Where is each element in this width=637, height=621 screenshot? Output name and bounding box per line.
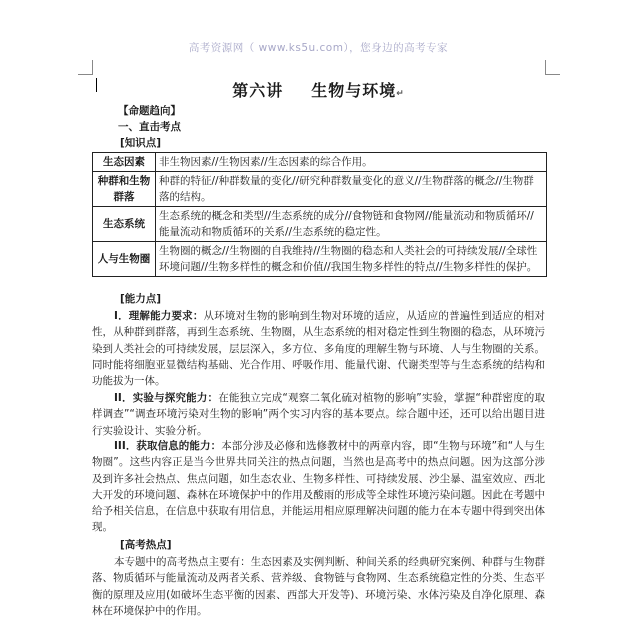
title-part-2: 生物与环境 (311, 81, 397, 100)
ability-text: 从环境对生物的影响到生物对环境的适应，从适应的普遍性到适应的相对性，从种群到群落，再到生态系统、生物圈，从生态系统的相对稳定性到生物圈的稳态，从环境污染到人类社会的可持续发展，层层深入，多方位、多角度的理解生物与环境、人与生物圈的关系。同时能将细胞亚显微结构基础、光合作用、呼吸作用、能量代谢、代谢类型等与生态系统的结构和功能拔为一体。 (92, 310, 545, 388)
hot-points-paragraph (92, 554, 545, 619)
table-row (93, 153, 547, 172)
ability-paragraph-1 (92, 308, 545, 389)
ability-paragraph-2 (92, 390, 545, 439)
ability-label: I．理解能力要求： (114, 310, 204, 322)
margin-corner-mark (545, 60, 560, 75)
table-row (93, 242, 547, 277)
hot-points-heading: [高考热点] (120, 539, 172, 551)
table-row-body: 生态系统的概念和类型//生态系统的成分//食物链和食物网//能量流动和物质循环//能量流动和物质循环的关系//生态系统的稳定性。 (156, 207, 547, 242)
table-row (93, 172, 547, 207)
table-row-body: 生物圈的概念//生物圈的自我维持//生物圈的稳态和人类社会的可持续发展//全球性环境问题//生物多样性的概念和价值//我国生物多样性的特点//生物多样性的保护。 (156, 242, 547, 277)
table-row-body: 种群的特征//种群数量的变化//研究种群数量变化的意义//生物群落的概念//生物群落的结构。 (156, 172, 547, 207)
ability-text: 本部分涉及必修和选修教材中的两章内容，即“生物与环境”和“人与生物圈”。这些内容正是当今世界共同关注的热点问题，当然也是高考中的热点问题。因为这部分涉及到许多社会热点、焦点问题，如生态农业、生物多样性、可持续发展、沙尘暴、温室效应、西北大开发的环境问题、森林在环境保护中的作用及酸雨的形成等全球性环境污染问题。因此在考题中给予相关信息，在信息中获取有用信息，并能运用相应原理解决问题的能力在本专题中得到突出体现。 (92, 440, 545, 534)
watermark-header: 高考资源网（ www.ks5u.com），您身边的高考专家 (188, 42, 449, 54)
ability-paragraph-3 (92, 438, 545, 536)
table-row (93, 207, 547, 242)
ability-text: 在能独立完成“观察二氧化硫对植物的影响”实验，掌握“种群密度的取样调查”“调查环境污染对生物的影响”两个实习内容的基本要点。综合题中还，还可以给出题目进行实验设计、实验分析。 (92, 392, 545, 437)
page-title: 第六讲 生物与环境↵ (232, 81, 405, 100)
title-part-1: 第六讲 (232, 81, 284, 100)
table-row-head: 人与生物圈 (93, 242, 156, 277)
ability-heading: [能力点] (120, 293, 162, 305)
table-row-head: 种群和生物群落 (93, 172, 156, 207)
knowledge-table (92, 152, 547, 277)
knowledge-heading: [知识点] (120, 137, 162, 149)
exam-points-heading: 一、直击考点 (118, 121, 181, 133)
page-right-margin (616, 0, 637, 621)
table-row-body: 非生物因素//生物因素//生态因素的综合作用。 (156, 153, 547, 172)
ability-label: III．获取信息的能力： (114, 440, 222, 452)
proposition-heading: 【命题趋向】 (118, 105, 181, 117)
table-row-head: 生态因素 (93, 153, 156, 172)
hot-points-text: 本专题中的高考热点主要有：生态因素及实例判断、种间关系的经典研究案例、种群与生物群落、物质循环与能量流动及两者关系、营养级、食物链与食物网、生态系统稳定性的分类、生态平衡的原理及应用(如破坏生态平衡的因素、西部大开发等)、环境污染、水体污染及自净化原理、森林在环境保护中的作用。 (92, 556, 545, 617)
margin-corner-mark (78, 60, 93, 75)
table-row-head: 生态系统 (93, 207, 156, 242)
ability-label: II．实验与探究能力： (114, 392, 219, 404)
